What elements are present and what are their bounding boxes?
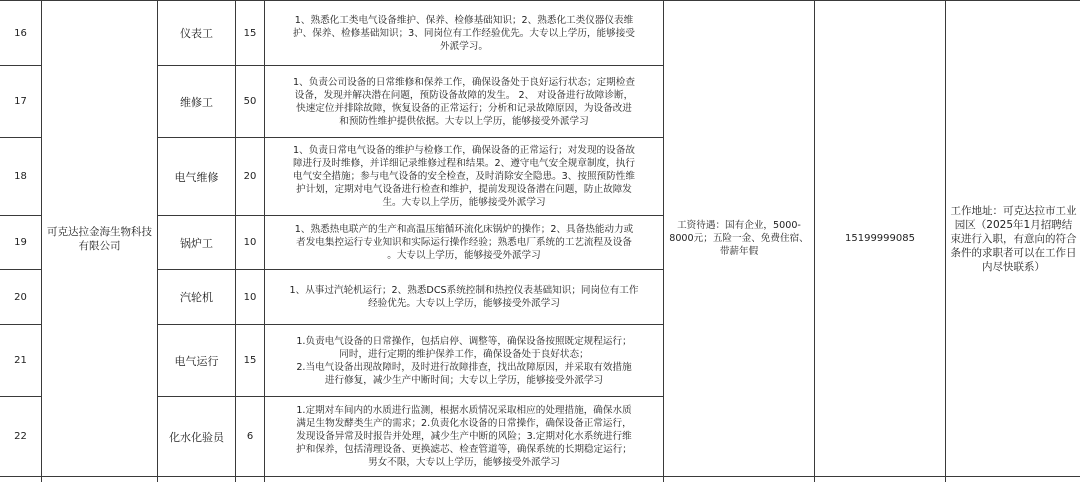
job-requirement: 1、熟悉化工类电气设备维护、保养、检修基础知识；2、熟悉化工类仪器仪表维 护、保养、检修基础知识；3、同岗位有工作经验优先。大专以上学历，能够接受 外派学习。 bbox=[265, 1, 664, 66]
row-number: 18 bbox=[0, 138, 42, 216]
position-name: 化水化验员 bbox=[158, 397, 236, 477]
position-name: 电气运行 bbox=[158, 325, 236, 397]
table-row bbox=[0, 1, 1080, 66]
work-address: 工作地址：可克达拉市工业园区（2025年1月招聘结束进行入职，有意向的符合条件的求职者可以在工作日内尽快联系） bbox=[946, 1, 1080, 477]
row-number: 21 bbox=[0, 325, 42, 397]
empty-cell bbox=[158, 477, 236, 482]
company-name: 可克达拉金海生物科技有限公司 bbox=[42, 1, 158, 477]
job-requirement: 1、熟悉热电联产的生产和高温压缩循环流化床锅炉的操作；2、具备热能动力或 者发电集控运行专业知识和实际运行操作经验；熟悉电厂系统的工艺流程及设备 。大专以上学历，能够接受外派学习 bbox=[265, 216, 664, 270]
job-requirement: 1.负责电气设备的日常操作，包括启停、调整等，确保设备按照既定规程运行； 同时，进行定期的维护保养工作，确保设备处于良好状态； 2.当电气设备出现故障时，及时进行故障排查，找出故障原因，并采取有效措施 进行修复，减少生产中断时间；大专以上学历，能够接受外派学习 bbox=[265, 325, 664, 397]
hiring-count: 20 bbox=[236, 138, 265, 216]
hiring-count: 10 bbox=[236, 216, 265, 270]
pay-benefits: 工资待遇：国有企业，5000-8000元；五险一金、免费住宿、带薪年假 bbox=[664, 1, 815, 477]
position-name: 维修工 bbox=[158, 66, 236, 138]
row-number: 19 bbox=[0, 216, 42, 270]
position-name: 汽轮机 bbox=[158, 270, 236, 325]
empty-cell bbox=[664, 477, 815, 482]
hiring-count: 6 bbox=[236, 397, 265, 477]
hiring-count: 15 bbox=[236, 1, 265, 66]
row-number: 20 bbox=[0, 270, 42, 325]
hiring-count: 15 bbox=[236, 325, 265, 397]
hiring-count: 10 bbox=[236, 270, 265, 325]
position-name: 仪表工 bbox=[158, 1, 236, 66]
position-name: 电气维修 bbox=[158, 138, 236, 216]
empty-cell bbox=[42, 477, 158, 482]
empty-cell bbox=[0, 477, 42, 482]
job-requirement: 1、负责公司设备的日常维修和保养工作，确保设备处于良好运行状态；定期检查 设备，发现并解决潜在问题，预防设备故障的发生。 2、 对设备进行故障诊断， 快速定位并排除故障，恢复设备的正常运行；分析和记录故障原因，为设备改进 和预防性维护提供依据。大专以上学历，能够接受外派学习 bbox=[265, 66, 664, 138]
empty-cell bbox=[946, 477, 1080, 482]
empty-cell bbox=[236, 477, 265, 482]
row-number: 17 bbox=[0, 66, 42, 138]
empty-cell bbox=[815, 477, 946, 482]
table-row-partial bbox=[0, 477, 1080, 482]
job-requirement: 1、负责日常电气设备的维护与检修工作，确保设备的正常运行；对发现的设备故 障进行及时维修，并详细记录维修过程和结果。2、遵守电气安全规章制度，执行 电气安全措施；参与电气设备的安全检查，及时消除安全隐患。3、按照预防性维 护计划，定期对电气设备进行检查和维护，提前发现设备潜在问题，防止故障发 生。大专以上学历，能够接受外派学习 bbox=[265, 138, 664, 216]
position-name: 锅炉工 bbox=[158, 216, 236, 270]
hiring-count: 50 bbox=[236, 66, 265, 138]
job-requirement: 1、从事过汽轮机运行；2、熟悉DCS系统控制和热控仪表基础知识；同岗位有工作 经验优先。大专以上学历，能够接受外派学习 bbox=[265, 270, 664, 325]
empty-cell bbox=[265, 477, 664, 482]
contact-phone: 15199999085 bbox=[815, 1, 946, 477]
row-number: 22 bbox=[0, 397, 42, 477]
job-requirement: 1.定期对车间内的水质进行监测，根据水质情况采取相应的处理措施，确保水质 满足生物发酵类生产的需求；2.负责化水设备的日常操作，确保设备正常运行， 发现设备异常及时报告并处理，减少生产中断的风险；3.定期对化水系统进行维 护和保养，包括清理设备、更换滤芯、检查管道等，确保系统的长期稳定运行； 男女不限，大专以上学历，能够接受外派学习 bbox=[265, 397, 664, 477]
row-number: 16 bbox=[0, 1, 42, 66]
